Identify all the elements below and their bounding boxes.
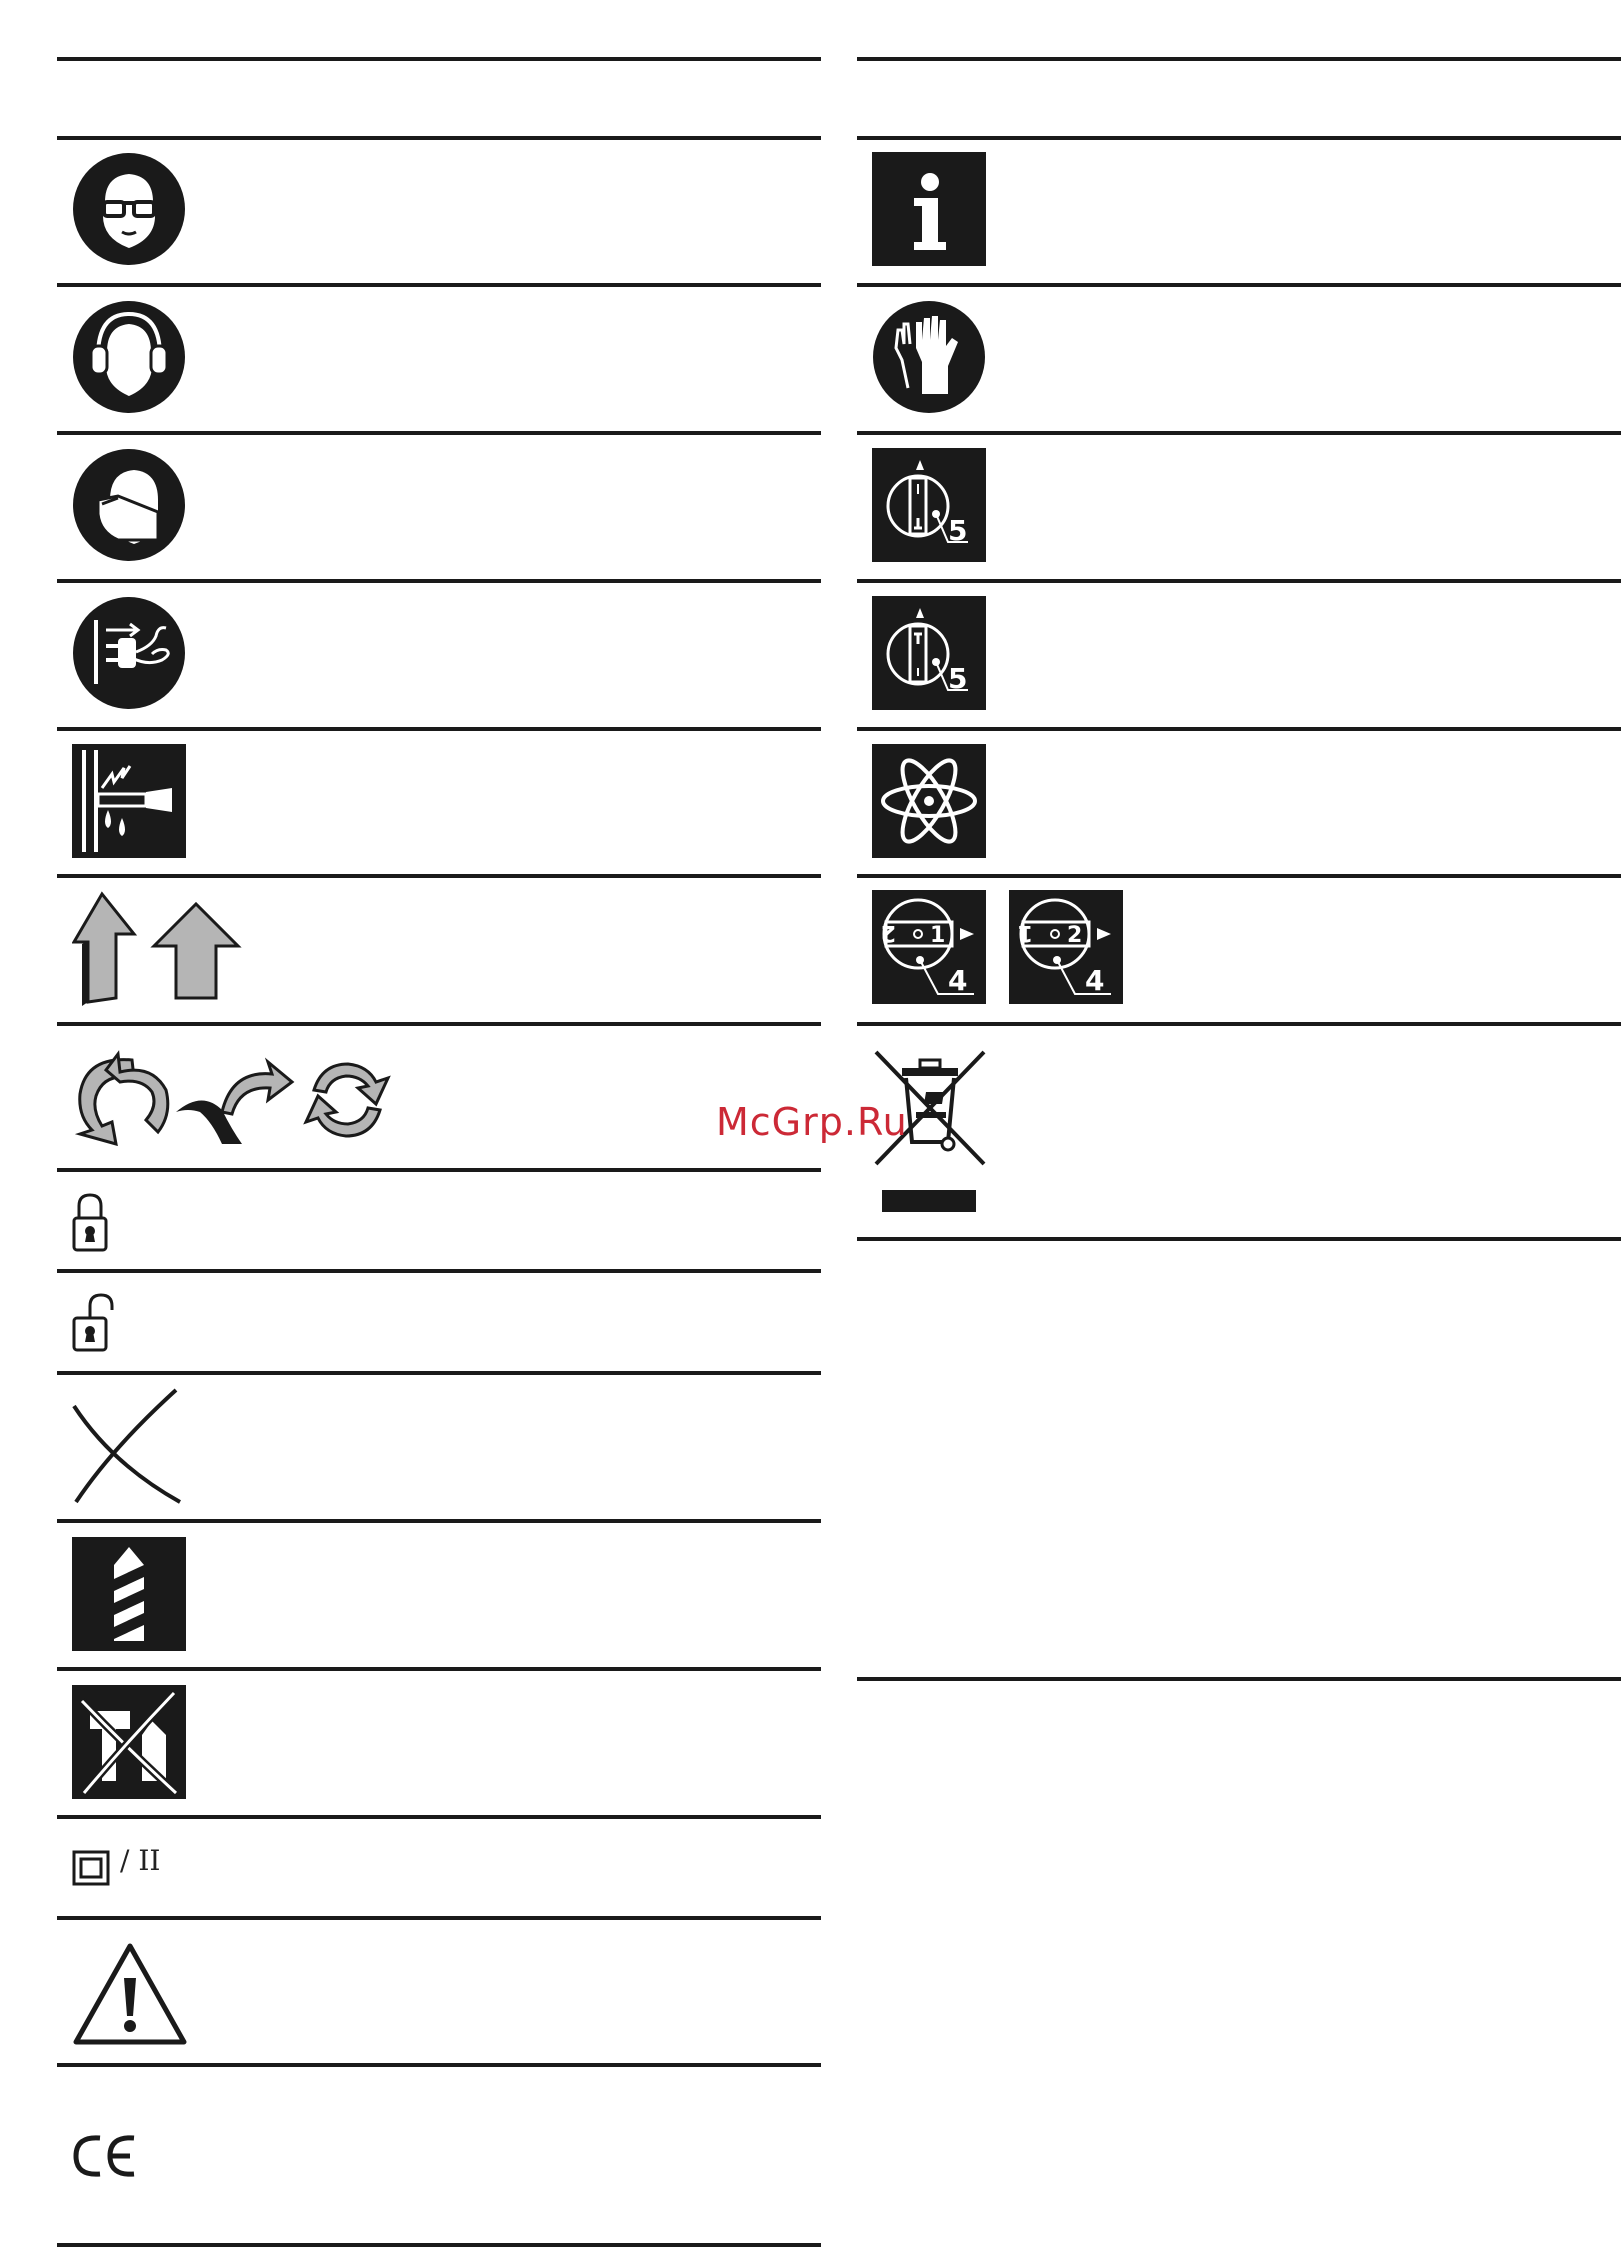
watermark: McGrp.Ru [716,1100,908,1144]
speed-dial-5-icon [872,448,986,562]
gear-selector-1-icon [872,890,986,1004]
header-rule [57,57,821,61]
gear-selector-1-digit: 4 [948,964,968,997]
divider [57,431,821,435]
divider [57,727,821,731]
divider [857,1677,1621,1681]
hidden-lines-warning-icon [72,744,186,858]
divider [857,727,1621,731]
divider [57,2243,821,2247]
divider [857,1022,1621,1026]
safety-glasses-icon [72,152,186,266]
ce-mark-icon [72,2132,138,2180]
divider [57,283,821,287]
rotation-direction-icon [72,1050,402,1146]
divider [57,1519,821,1523]
class-ii-label: / II [120,1844,161,1877]
locked-icon [72,1192,108,1252]
gloves-icon [872,300,986,414]
arrows-up-icon [72,890,242,1010]
atom-icon [872,744,986,858]
info-icon [872,152,986,266]
dust-mask-icon [72,448,186,562]
warning-triangle-icon [72,1942,188,2046]
divider [857,283,1621,287]
drill-bit-icon [72,1537,186,1651]
gear-selector-2-icon [1009,890,1123,1004]
divider [57,1916,821,1920]
speed-dial-digit: 5 [948,514,968,547]
cross-icon [72,1388,186,1504]
gear-selector-1-left: 2 [880,920,896,945]
divider [57,579,821,583]
divider [57,1371,821,1375]
unplug-before-work-icon [72,596,186,710]
divider [57,1667,821,1671]
divider [57,1168,821,1172]
divider [857,1237,1621,1241]
unlocked-icon [72,1292,116,1352]
divider [57,136,821,140]
divider [57,874,821,878]
divider [857,874,1621,878]
divider [57,1022,821,1026]
ear-protection-icon [72,300,186,414]
torque-dial-5-icon [872,596,986,710]
divider [57,1269,821,1273]
divider [57,1815,821,1819]
divider [857,579,1621,583]
divider [857,136,1621,140]
gear-selector-2-left: 1 [1017,920,1033,945]
gear-selector-2-right: 2 [1067,923,1083,948]
header-rule [857,57,1621,61]
gear-selector-1-right: 1 [930,923,946,948]
torque-dial-digit: 5 [948,662,968,695]
gear-selector-2-digit: 4 [1085,964,1105,997]
divider [57,2063,821,2067]
class-ii-icon [72,1850,110,1886]
no-hammer-drilling-icon [72,1685,186,1799]
divider [857,431,1621,435]
